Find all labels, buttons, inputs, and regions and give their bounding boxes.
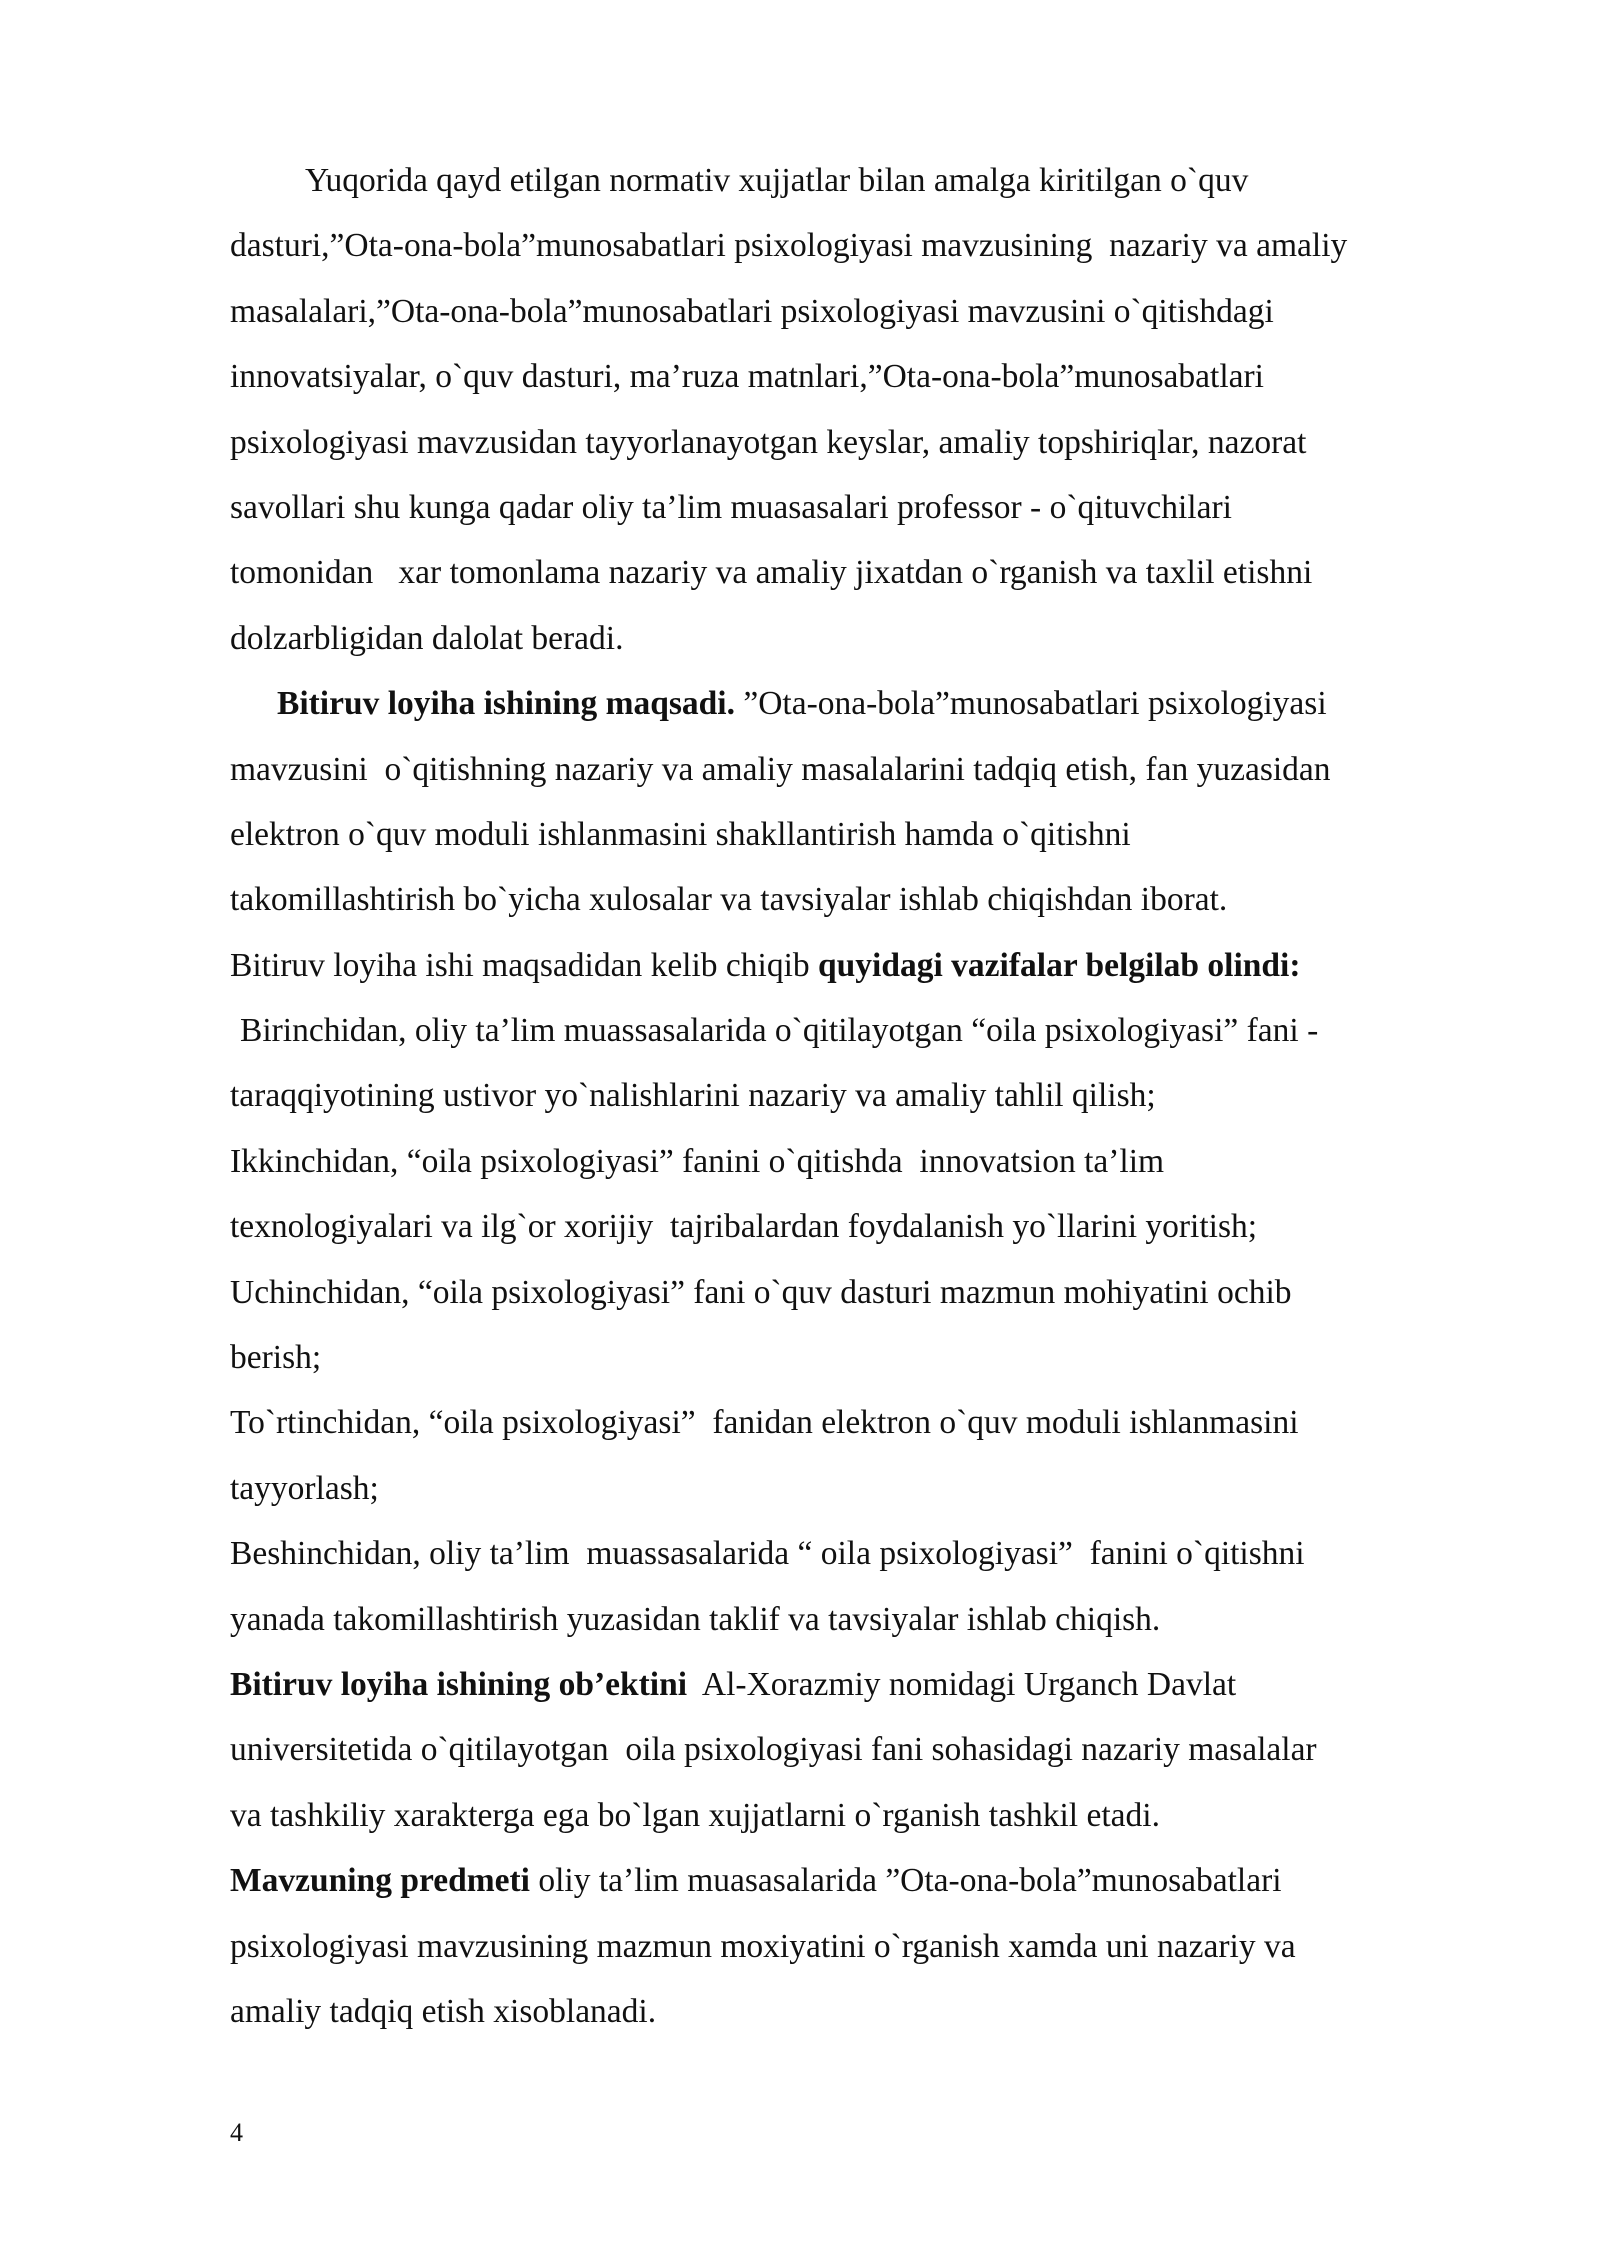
- object-heading: Bitiruv loyiha ishining ob’ektini: [230, 1665, 688, 1703]
- paragraph-object: [230, 1652, 1530, 1848]
- subject-heading: Mavzuning predmeti: [230, 1862, 530, 1900]
- text-line: mavzusini o`qitishning nazariy va amaliy masalalarini tadqiq etish, fan yuzasidan: [230, 750, 1331, 788]
- text-line: [230, 1652, 1530, 1717]
- text-line: [230, 671, 1530, 736]
- text-line: [230, 1848, 1530, 1913]
- text-line: dolzarbligidan dalolat beradi.: [230, 619, 624, 657]
- text-line: takomillashtirish bo`yicha xulosalar va tavsiyalar ishlab chiqishdan iborat.: [230, 881, 1228, 919]
- task-item-1: Birinchidan, oliy ta’lim muassasalarida o`qitilayotgan “oila psixologiyasi” fani -: [240, 1012, 1319, 1050]
- object-text: Al-Xorazmiy nomidagi Urganch Davlat: [687, 1665, 1237, 1703]
- text-line: elektron o`quv moduli ishlanmasini shakllantirish hamda o`qitishni: [230, 815, 1131, 853]
- tasks-heading: quyidagi vazifalar belgilab olindi:: [818, 946, 1301, 984]
- text-line: va tashkiliy xarakterga ega bo`lgan xujjatlarni o`rganish tashkil etadi.: [230, 1796, 1160, 1834]
- task-item-3: Uchinchidan, “oila psixologiyasi” fani o`quv dasturi mazmun mohiyatini ochib: [230, 1273, 1292, 1311]
- task-item-4: To`rtinchidan, “oila psixologiyasi” fanidan elektron o`quv moduli ishlanmasini: [230, 1404, 1299, 1442]
- goal-heading: Bitiruv loyiha ishining maqsadi.: [277, 685, 735, 723]
- task-item-1-cont: taraqqiyotining ustivor yo`nalishlarini nazariy va amaliy tahlil qilish;: [230, 1077, 1156, 1115]
- text-line: amaliy tadqiq etish xisoblanadi.: [230, 1992, 657, 2030]
- paragraph-intro: [230, 148, 1530, 671]
- text-line: universitetida o`qitilayotgan oila psixologiyasi fani sohasidagi nazariy masalalar: [230, 1731, 1317, 1769]
- task-item-5-cont: yanada takomillashtirish yuzasidan taklif va tavsiyalar ishlab chiqish.: [230, 1600, 1161, 1638]
- text-line: savollari shu kunga qadar oliy ta’lim muasasalari professor - o`qituvchilari: [230, 488, 1232, 526]
- task-item-5: Beshinchidan, oliy ta’lim muassasalarida “ oila psixologiyasi” fanini o`qitishni: [230, 1535, 1305, 1573]
- text-line: psixologiyasi mavzusining mazmun moxiyatini o`rganish xamda uni nazariy va: [230, 1927, 1296, 1965]
- task-item-2-cont: texnologiyalari va ilg`or xorijiy tajribalardan foydalanish yo`llarini yoritish;: [230, 1208, 1258, 1246]
- goal-text: ”Ota-ona-bola”munosabatlari psixologiyasi: [734, 685, 1327, 723]
- page-number: 4: [230, 2118, 243, 2147]
- task-item-4-cont: tayyorlash;: [230, 1469, 379, 1507]
- text-line: innovatsiyalar, o`quv dasturi, ma’ruza matnlari,”Ota-ona-bola”munosabatlari: [230, 358, 1264, 396]
- paragraph-goal: [230, 671, 1530, 933]
- task-item-3-cont: berish;: [230, 1339, 322, 1377]
- page-body: [230, 148, 1530, 2044]
- task-item-2: Ikkinchidan, “oila psixologiyasi” fanini o`qitishda innovatsion ta’lim: [230, 1142, 1165, 1180]
- paragraph-tasks-intro: [230, 933, 1530, 998]
- subject-text: oliy ta’lim muasasalarida ”Ota-ona-bola”munosabatlari: [529, 1862, 1282, 1900]
- text-line: Yuqorida qayd etilgan normativ xujjatlar bilan amalga kiritilgan o`quv: [305, 162, 1249, 199]
- text-line: [230, 933, 1530, 998]
- text-line: masalalari,”Ota-ona-bola”munosabatlari psixologiyasi mavzusini o`qitishdagi: [230, 292, 1274, 330]
- text-line: tomonidan xar tomonlama nazariy va amaliy jixatdan o`rganish va taxlil etishni: [230, 554, 1313, 592]
- text-line: psixologiyasi mavzusidan tayyorlanayotgan keyslar, amaliy topshiriqlar, nazorat: [230, 423, 1307, 461]
- text-line: dasturi,”Ota-ona-bola”munosabatlari psixologiyasi mavzusining nazariy va amaliy: [230, 227, 1348, 265]
- paragraph-subject: [230, 1848, 1530, 2044]
- task-list: [230, 998, 1530, 1652]
- tasks-intro-text: Bitiruv loyiha ishi maqsadidan kelib chiqib: [230, 946, 819, 984]
